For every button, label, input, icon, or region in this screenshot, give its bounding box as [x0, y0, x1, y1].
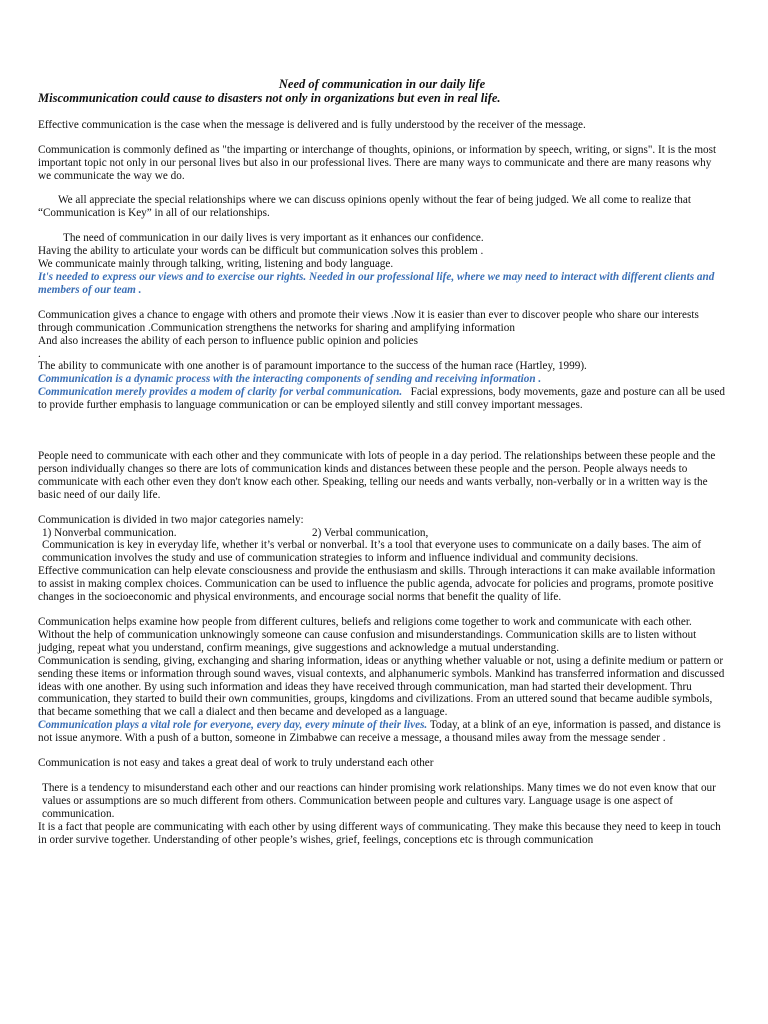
paragraph-text: Today, at a blink of an eye, information is passed, and distance is not issue anymore. With a push of a button, someone in Zimbabwe can receive a message, a thousand miles away from the message sender .	[38, 719, 721, 745]
paragraph	[38, 386, 726, 412]
paragraph: We all appreciate the special relationships where we can discuss opinions openly without the fear of being judged. We all come to realize that “Communication is Key” in all of our relationships.	[38, 194, 691, 220]
paragraph: Communication is not easy and takes a great deal of work to truly understand each other	[38, 757, 434, 770]
paragraph: Communication is commonly defined as "the imparting or interchange of thoughts, opinions, or information by speech, writing, or signs". It is the most important topic not only in our personal lives but also in our professional lives. There are many ways to communicate and there are many reasons why we communicate the way we do.	[38, 143, 717, 182]
paragraph: The need of communication in our daily lives is very important as it enhances our confidence.	[63, 232, 484, 245]
category-item: 2) Verbal communication,	[312, 526, 429, 539]
paragraph-text: Facial expressions, body movements, gaze and posture can all be used to provide further emphasis to language communication or can be employed silently and still convey important messages.	[38, 386, 725, 412]
paragraph: We communicate mainly through talking, writing, listening and body language.	[38, 258, 394, 271]
highlighted-text: Communication plays a vital role for everyone, every day, every minute of their lives.	[38, 719, 428, 732]
highlighted-paragraph: It's needed to express our views and to exercise our rights. Needed in our professional life, where we may need to interact with different clients and members of our team .	[38, 270, 715, 296]
highlighted-text: Communication merely provides a modem of clarity for verbal communication.	[38, 386, 403, 399]
paragraph: Communication helps examine how people from different cultures, beliefs and religions come together to work and communicate with each other. Without the help of communication unknowingly someone can cause confusion and misunderstandings. Communication skills are to listen without judging, repeat what you understand, confirm meanings, give suggestions and acknowledge a mutual understanding.	[38, 616, 697, 654]
highlighted-paragraph: Communication is a dynamic process with the interacting components of sending and receiving information .	[38, 373, 542, 386]
paragraph: And also increases the ability of each person to influence public opinion and policies	[38, 334, 418, 347]
paragraph: Communication is sending, giving, exchanging and sharing information, ideas or anything whether valuable or not, using a definite medium or pattern or sending these items or information through sound waves, visual contexts, and alphanumeric symbols. Mankind has transferred information and discussed ideas with one another. By using such information and ideas they have received through communication, man had started their development. Thru communication, they started to build their own communities, groups, kingdoms and civilizations. From an uttered sound that became audible symbols, that became something that we call a dialect and then became and developed as a language.	[38, 654, 725, 719]
paragraph: Effective communication can help elevate consciousness and provide the enthusiasm and skills. Through interactions it can make available information to assist in making complex choices. Communication can be used to influence the public agenda, advocate for policies and programs, promote positive changes in the socioeconomic and physical environments, and encourage social norms that benefit the quality of life.	[38, 565, 716, 604]
paragraph: The ability to communicate with one another is of paramount importance to the success of the human race (Hartley, 1999).	[38, 360, 587, 373]
paragraph	[38, 719, 726, 745]
document-page	[38, 78, 726, 847]
paragraph: .	[38, 347, 41, 360]
page-title: Need of communication in our daily life	[278, 77, 486, 91]
category-item: 1) Nonverbal communication.	[42, 526, 177, 539]
paragraph: Communication gives a chance to engage with others and promote their views .Now it is easier than ever to discover people who share our interests through communication .Communication strengthens the networks for sharing and amplifying information	[38, 308, 699, 334]
paragraph: Effective communication is the case when the message is delivered and is fully understood by the receiver of the message.	[38, 118, 586, 131]
page-subtitle: Miscommunication could cause to disasters not only in organizations but even in real life.	[38, 90, 501, 105]
paragraph: Communication is divided in two major categories namely:	[38, 513, 304, 526]
paragraph: It is a fact that people are communicating with each other by using different ways of communicating. They make this because they need to keep in touch in order survive together. Understanding of other people’s wishes, grief, feelings, conceptions etc is through communication	[38, 820, 721, 846]
paragraph: Having the ability to articulate your words can be difficult but communication solves this problem .	[38, 245, 484, 258]
paragraph: Communication is key in everyday life, whether it’s verbal or nonverbal. It’s a tool that everyone uses to communicate on a daily bases. The aim of communication involves the study and use of communication strategies to inform and influence individual and community decisions.	[42, 539, 702, 565]
category-list	[38, 527, 726, 540]
paragraph: People need to communicate with each other and they communicate with lots of people in a day period. The relationships between these people and the person individually changes so there are lots of communication kinds and distances between these people and the person. People always needs to communicate with each other even they don't know each other. Speaking, telling our needs and wants verbally, non-verbally or in a written way is the basic need of our daily life.	[38, 450, 716, 501]
paragraph: There is a tendency to misunderstand each other and our reactions can hinder promising work relationships. Many times we do not even know that our values or assumptions are so much different from others. Communication between people and cultures vary. Language usage is one aspect of communication.	[42, 781, 716, 820]
